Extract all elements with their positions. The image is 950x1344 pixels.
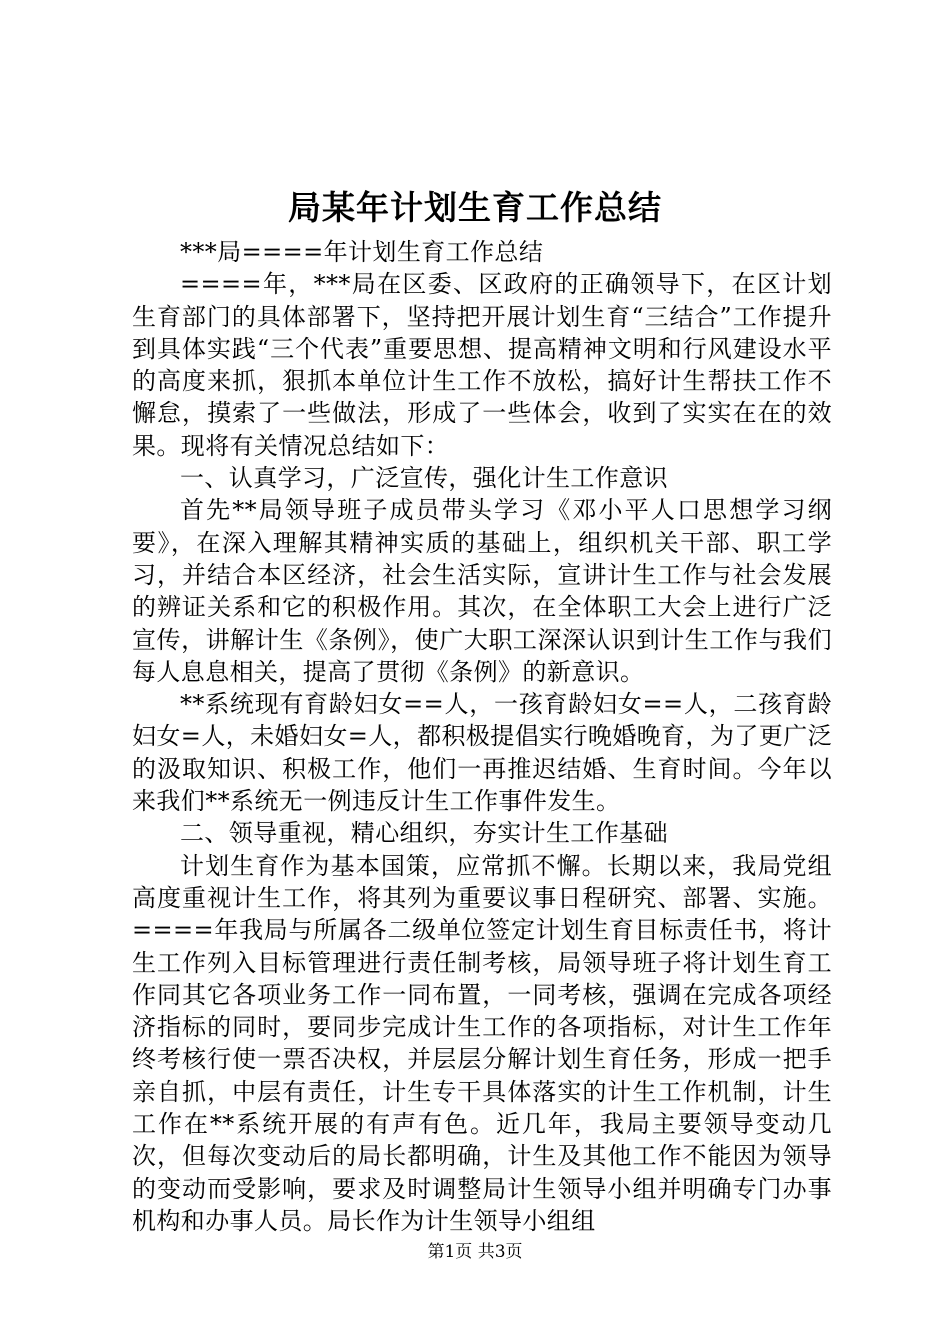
paragraph-subtitle: ***局====年计划生育工作总结 — [180, 238, 544, 266]
paragraph-leadership: 计划生育作为基本国策，应常抓不懈。长期以来，我局党组高度重视计生工作，将其列为重要议事日程研究、部署、实施。====年我局与所属各二级单位签定计划生育目标责任书，将计生工作列入目标管理进行责任制考核，局领导班子将计划生育工作同其它各项业务工作一同布置，一同考核，强调在完成各项经济指标的同时，要同步完成计生工作的各项指标，对计生工作年终考核行使一票否决权，并层层分解计划生育任务，形成一把手亲自抓，中层有责任，计生专干具体落实的计生工作机制，计生工作在**系统开展的有声有色。近几年，我局主要领导变动几次，但每次变动后的局长都明确，计生及其他工作不能因为领导的变动而受影响，要求及时调整局计生领导小组并明确专门办事机构和办事人员。局长作为计生领导小组组 — [132, 851, 832, 1235]
paragraph-study: 首先**局领导班子成员带头学习《邓小平人口思想学习纲要》，在深入理解其精神实质的基础上，组织机关干部、职工学习，并结合本区经济，社会生活实际，宣讲计生工作与社会发展的辨证关系和它的积极作用。其次，在全体职工大会上进行广泛宣传，讲解计生《条例》，使广大职工深深认识到计生工作与我们每人息息相关，提高了贯彻《条例》的新意识。 — [132, 496, 832, 686]
paragraph-statistics: **系统现有育龄妇女==人，一孩育龄妇女==人，二孩育龄妇女=人，未婚妇女=人，都积极提倡实行晚婚晚育，为了更广泛的汲取知识、积极工作，他们一再推迟结婚、生育时间。今年以来我们**系统无一例违反计生工作事件发生。 — [132, 690, 832, 816]
section-heading-2: 二、领导重视，精心组织，夯实计生工作基础 — [180, 819, 668, 848]
paragraph-intro: ====年，***局在区委、区政府的正确领导下，在区计划生育部门的具体部署下，坚持把开展计划生育“三结合”工作提升到具体实践“三个代表”重要思想、提高精神文明和行风建设水平的高度来抓，狠抓本单位计生工作不放松，搞好计生帮扶工作不懈怠，摸索了一些做法，形成了一些体会，收到了实实在在的效果。现将有关情况总结如下： — [132, 270, 832, 460]
document-body — [132, 236, 832, 1237]
section-heading-1: 一、认真学习，广泛宣传，强化计生工作意识 — [180, 464, 668, 493]
document-title: 局某年计划生育工作总结 — [288, 188, 662, 227]
page-number-footer: 第1页 共3页 — [427, 1242, 523, 1262]
